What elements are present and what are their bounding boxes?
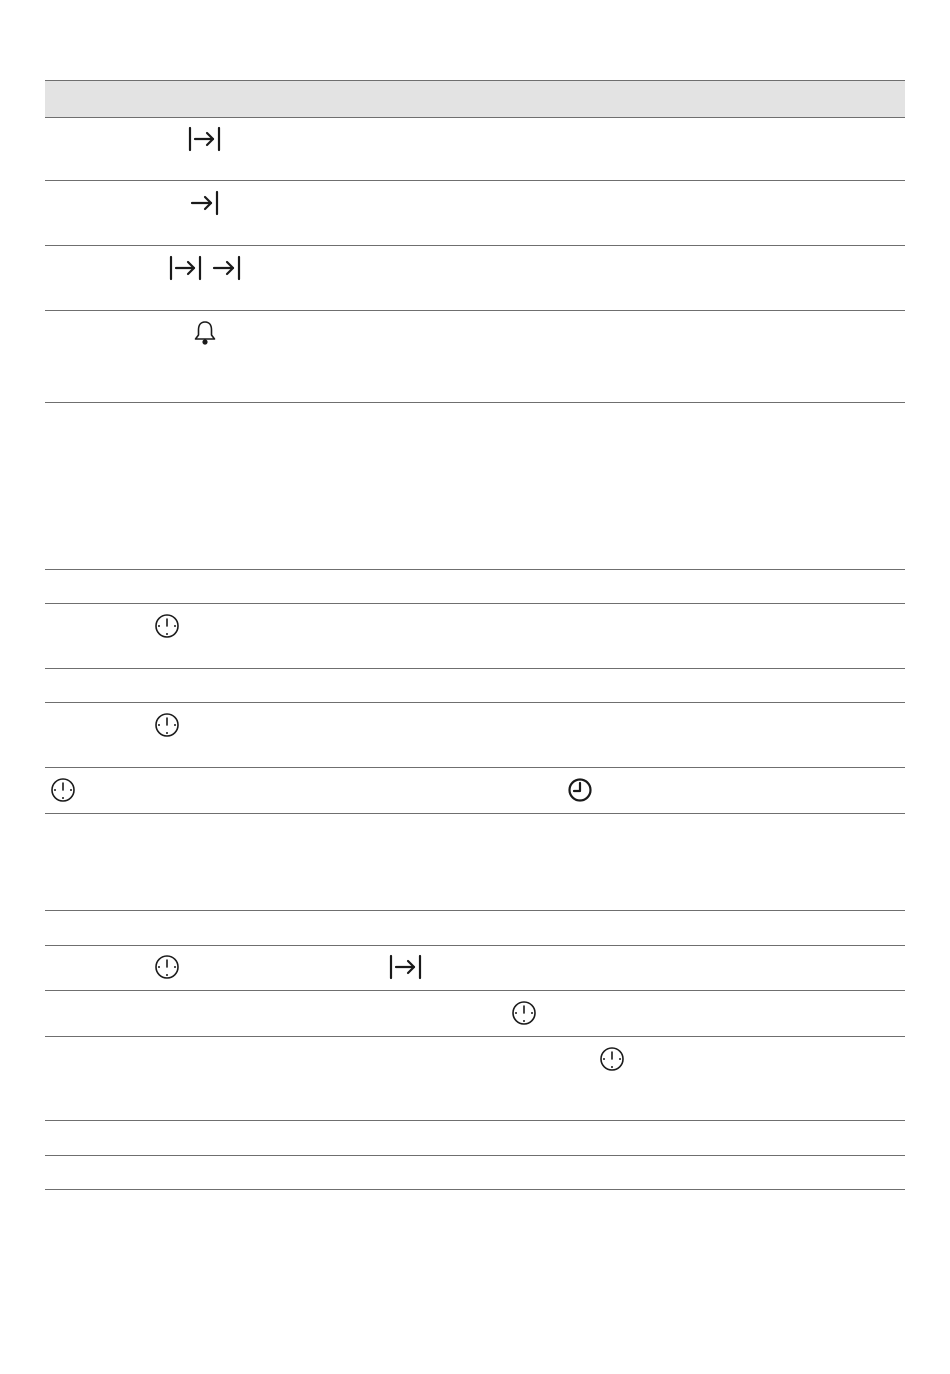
- clock-icon: [50, 777, 76, 803]
- bell-icon: [193, 320, 217, 346]
- clock-icon: [154, 954, 180, 980]
- clock-icon: [154, 712, 180, 738]
- table-header-row: [45, 80, 905, 118]
- duration-icon: [169, 256, 203, 280]
- row-divider: [45, 245, 905, 246]
- row-divider: [45, 702, 905, 703]
- row-divider: [45, 990, 905, 991]
- row-divider: [45, 910, 905, 911]
- clock-icon: [511, 1000, 537, 1026]
- clock-icon: [599, 1046, 625, 1072]
- row-divider: [45, 180, 905, 181]
- time-of-day-icon: [567, 777, 593, 803]
- duration-icon: [188, 127, 222, 151]
- row-divider: [45, 1155, 905, 1156]
- row-divider: [45, 813, 905, 814]
- row-divider: [45, 1036, 905, 1037]
- duration-icon: [389, 955, 423, 979]
- end-icon: [190, 191, 220, 215]
- row-divider: [45, 945, 905, 946]
- row-divider: [45, 668, 905, 669]
- row-divider: [45, 603, 905, 604]
- row-divider: [45, 402, 905, 403]
- row-divider: [45, 767, 905, 768]
- row-divider: [45, 1189, 905, 1190]
- end-icon: [212, 256, 242, 280]
- row-divider: [45, 310, 905, 311]
- clock-icon: [154, 613, 180, 639]
- row-divider: [45, 1120, 905, 1121]
- row-divider: [45, 569, 905, 570]
